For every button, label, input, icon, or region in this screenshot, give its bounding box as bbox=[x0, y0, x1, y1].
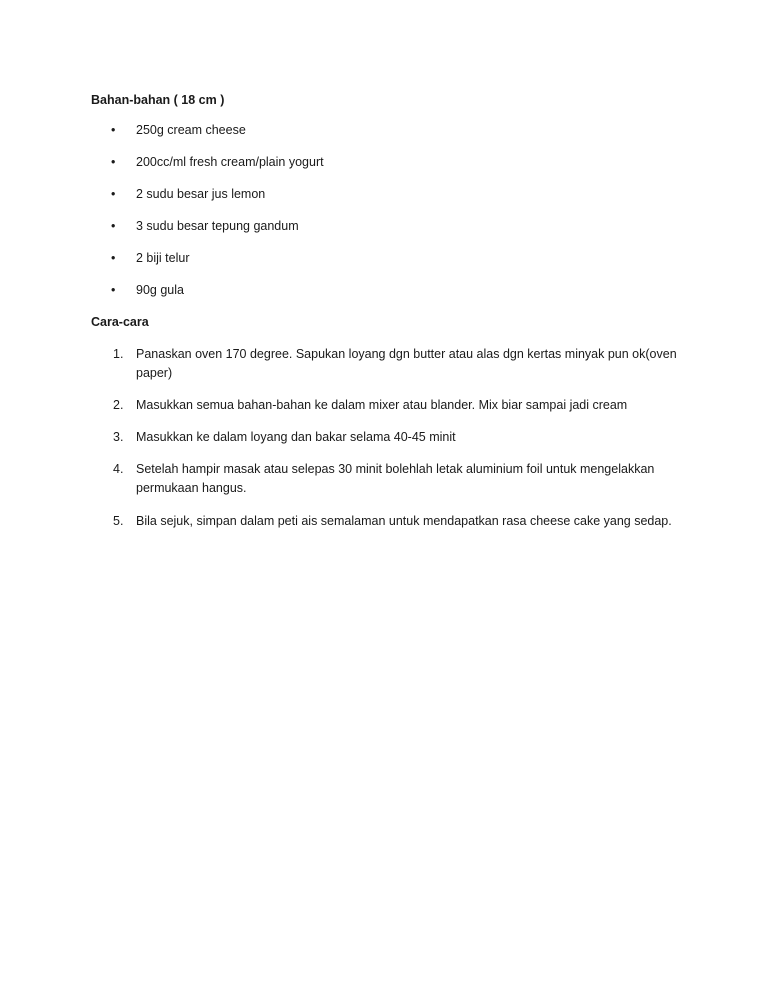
ingredient-label: 2 biji telur bbox=[136, 251, 190, 265]
step-text: Masukkan ke dalam loyang dan bakar selama 40-45 minit bbox=[136, 430, 456, 444]
step-text: Bila sejuk, simpan dalam peti ais semalaman untuk mendapatkan rasa cheese cake yang sedap. bbox=[136, 514, 672, 528]
step-number: 2. bbox=[113, 398, 124, 412]
ingredient-item bbox=[0, 185, 768, 203]
ingredient-item bbox=[0, 281, 768, 299]
ingredient-label: 2 sudu besar jus lemon bbox=[136, 187, 266, 201]
step-number: 4. bbox=[113, 462, 124, 476]
ingredient-item bbox=[0, 249, 768, 267]
ingredient-label: 200cc/ml fresh cream/plain yogurt bbox=[136, 155, 324, 169]
ingredient-item bbox=[0, 217, 768, 235]
bullet-icon: • bbox=[111, 123, 116, 137]
bullet-icon: • bbox=[111, 187, 116, 201]
bullet-icon: • bbox=[111, 155, 116, 169]
step-number: 1. bbox=[113, 347, 124, 361]
bullet-icon: • bbox=[111, 219, 116, 233]
bullet-icon: • bbox=[111, 251, 116, 265]
ingredient-label: 3 sudu besar tepung gandum bbox=[136, 219, 299, 233]
step-number: 5. bbox=[113, 514, 124, 528]
ingredient-label: 90g gula bbox=[136, 283, 184, 297]
bullet-icon: • bbox=[111, 283, 116, 297]
step-text: Panaskan oven 170 degree. Sapukan loyang dgn butter atau alas dgn kertas minyak pun ok(oven paper) bbox=[136, 347, 677, 380]
ingredient-item bbox=[0, 121, 768, 139]
ingredients-heading: Bahan-bahan ( 18 cm ) bbox=[91, 93, 225, 107]
step-text: Masukkan semua bahan-bahan ke dalam mixer atau blander. Mix biar sampai jadi cream bbox=[136, 398, 628, 412]
step-text: Setelah hampir masak atau selepas 30 minit bolehlah letak aluminium foil untuk mengelakkan permukaan hangus. bbox=[136, 462, 655, 495]
ingredient-item bbox=[0, 153, 768, 171]
step-number: 3. bbox=[113, 430, 124, 444]
ingredient-label: 250g cream cheese bbox=[136, 123, 246, 137]
method-heading: Cara-cara bbox=[91, 315, 149, 329]
